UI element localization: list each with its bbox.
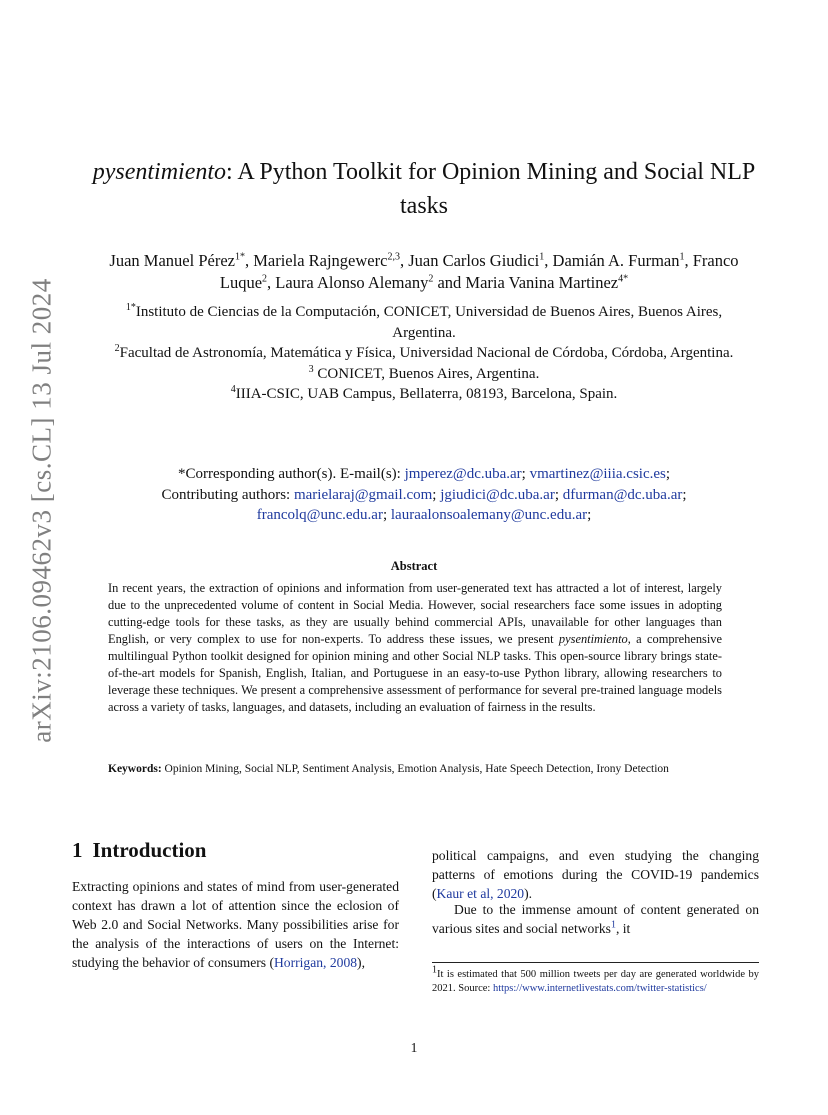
author: Maria Vanina Martinez$^{4*}$ xyxy=(465,273,629,292)
intro-left-column: Extracting opinions and states of mind from user-generated context has drawn a lot of attention since the eclosion of Web 2.0 and Social Networks. Many possibilities arise for the analysis of the interactions of users on the Internet: studying the behavior of consumers (Horrigan, 2008), xyxy=(72,879,399,970)
section-title: Introduction xyxy=(92,838,207,862)
intro-right-column: political campaigns, and even studying the changing patterns of emotions during the COVID-19 pandemics (Kaur et al, 2020). xyxy=(432,848,759,901)
arxiv-identifier xyxy=(22,250,62,770)
author: Juan Carlos Giudici$^1$, xyxy=(408,251,553,270)
arxiv-identifier-text: arXiv:2106.09462v3 [cs.CL] 13 Jul 2024 xyxy=(26,277,57,743)
email-link[interactable]: marielaraj@gmail.com xyxy=(293,486,433,503)
footnote-mark: 1 xyxy=(432,964,437,976)
intro-right-paragraph: Due to the immense amount of content generated on various sites and social networks$^1$, it xyxy=(432,902,759,936)
abstract-italic: pysentimiento xyxy=(558,632,628,646)
abstract-heading: Abstract xyxy=(390,559,438,573)
keywords-label: Keywords: xyxy=(108,763,162,775)
author: Laura Alonso Alemany$^2$ and xyxy=(275,273,466,292)
email-link[interactable]: francolq@unc.edu.ar xyxy=(256,507,383,523)
author: Damián A. Furman$^1$, xyxy=(552,251,693,270)
citation-link[interactable]: Kaur et al, 2020 xyxy=(436,886,525,901)
affiliation: $^4$IIIA-CSIC, UAB Campus, Bellaterra, 08193, Barcelona, Spain. xyxy=(230,384,618,402)
citation-link[interactable]: Horrigan, 2008 xyxy=(273,955,358,970)
correspondence xyxy=(90,464,758,526)
section-number: 1 xyxy=(72,838,83,862)
contributing-line-2: francolq@unc.edu.ar; lauraalonsoalemany@unc.edu.ar; xyxy=(256,507,592,523)
author: Mariela Rajngewerc$^{2,3}$, xyxy=(253,251,409,270)
email-link[interactable]: jmperez@dc.uba.ar xyxy=(404,466,522,482)
corresponding-line: *Corresponding author(s). E-mail(s): jmperez@dc.uba.ar; vmartinez@iiia.csic.es; xyxy=(177,466,671,482)
email-link[interactable]: jgiudici@dc.uba.ar xyxy=(440,486,555,503)
email-link[interactable]: vmartinez@iiia.csic.es xyxy=(529,466,666,482)
affiliation: $^{1*}$Instituto de Ciencias de la Computación, CONICET, Universidad de Buenos Aires, Buenos Aires, Argentina. xyxy=(125,302,723,341)
footnote-mark-link[interactable]: 1 xyxy=(610,919,616,931)
author-list xyxy=(100,250,748,294)
section-heading xyxy=(72,838,206,863)
affiliation: $^3$ CONICET, Buenos Aires, Argentina. xyxy=(308,363,540,382)
page-number: 1 xyxy=(410,1040,418,1055)
footnote-divider xyxy=(432,962,759,963)
title-italic: pysentimiento xyxy=(92,159,227,185)
author: Franco Luque$^2$, xyxy=(219,251,739,292)
keywords xyxy=(108,762,722,777)
author: Juan Manuel Pérez$^{1*}$, xyxy=(109,251,254,270)
affiliation: $^2$Facultad de Astronomía, Matemática y Física, Universidad Nacional de Córdoba, Córdoba, Argentina. xyxy=(114,343,734,361)
contributing-line: Contributing authors: marielaraj@gmail.com; jgiudici@dc.uba.ar; dfurman@dc.uba.ar; xyxy=(161,486,687,503)
email-link[interactable]: lauraalonsoalemany@unc.edu.ar xyxy=(390,507,588,523)
title-rest: : A Python Toolkit for Opinion Mining and Social NLP tasks xyxy=(226,159,756,219)
email-link[interactable]: dfurman@dc.uba.ar xyxy=(562,486,683,503)
keywords-text: Opinion Mining, Social NLP, Sentiment Analysis, Emotion Analysis, Hate Speech Detection, Irony Detection xyxy=(161,763,669,775)
footnote: $^1$It is estimated that 500 million tweets per day are generated worldwide by 2021. Source: https://www.internetlivestats.com/twitter-statistics/ xyxy=(432,964,759,994)
footnote-url-link[interactable]: https://www.internetlivestats.com/twitter-statistics/ xyxy=(492,983,707,994)
abstract-body: In recent years, the extraction of opinions and information from user-generated text has attracted a lot of interest, largely due to the unprecedented volume of content in Social Media. However, social researchers face some issues in adopting cutting-edge tools for these tasks, as they are usually behind commercial APIs, unavailable for other languages than English, or very complex to use for non-experts. To address these issues, we present pysentimiento, a comprehensive multilingual Python toolkit designed for opinion mining and other Social NLP tasks. This open-source library brings state-of-the-art models for Spanish, English, Italian, and Portuguese in an easy-to-use Python library, allowing researchers to leverage these techniques. We present a comprehensive assessment of performance for several pre-trained language models across a variety of tasks, languages, and datasets, including an evaluation of fairness in the results. xyxy=(108,581,722,714)
affiliations xyxy=(100,302,748,405)
paper-title xyxy=(90,155,758,223)
